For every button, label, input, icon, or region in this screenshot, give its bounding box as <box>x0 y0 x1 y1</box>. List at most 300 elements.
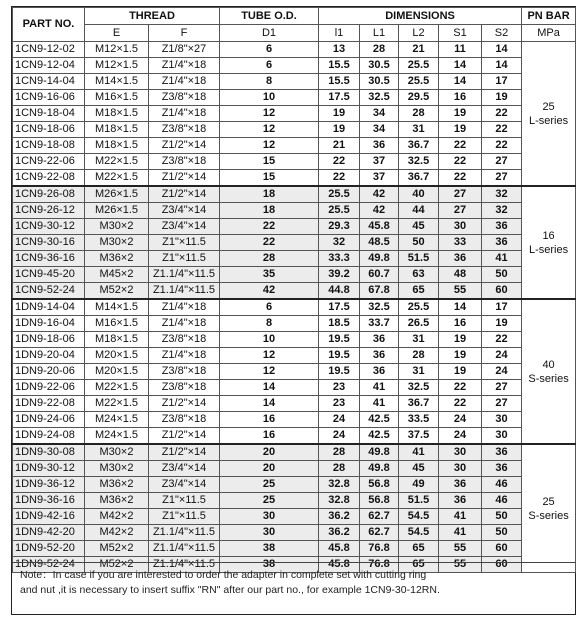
header-thread-f: F <box>149 25 220 42</box>
cell-dim-s2: 14 <box>482 58 522 74</box>
header-tube-od: TUBE O.D. <box>220 8 319 25</box>
cell-dim-l2: 37.5 <box>399 428 439 445</box>
cell-thread-f: Z3/8"×18 <box>149 122 220 138</box>
cell-dim-l1-small: 15.5 <box>319 74 360 90</box>
cell-dim-l1-large: 34 <box>360 106 399 122</box>
cell-dim-s1: 14 <box>439 74 482 90</box>
cell-thread-f: Z1/4"×18 <box>149 74 220 90</box>
header-thread-e: E <box>85 25 149 42</box>
cell-thread-e: M18×1.5 <box>85 138 149 154</box>
cell-thread-f: Z3/4"×14 <box>149 461 220 477</box>
header-l1-small: l1 <box>319 25 360 42</box>
cell-thread-e: M18×1.5 <box>85 106 149 122</box>
cell-tube-d1: 8 <box>220 316 319 332</box>
cell-thread-f: Z1/2"×14 <box>149 138 220 154</box>
pressure-series-cell <box>522 186 576 299</box>
cell-dim-l2: 51.5 <box>399 251 439 267</box>
cell-thread-e: M52×2 <box>85 557 149 573</box>
cell-dim-l1-small: 19.5 <box>319 332 360 348</box>
cell-tube-d1: 20 <box>220 444 319 461</box>
cell-dim-s1: 19 <box>439 106 482 122</box>
cell-dim-l1-small: 17.5 <box>319 299 360 316</box>
header-d1: D1 <box>220 25 319 42</box>
cell-thread-f: Z1"×11.5 <box>149 509 220 525</box>
cell-dim-s2: 27 <box>482 396 522 412</box>
cell-thread-e: M16×1.5 <box>85 90 149 106</box>
cell-dim-l1-large: 41 <box>360 396 399 412</box>
pressure-value: 25 <box>542 495 555 508</box>
cell-dim-l2: 31 <box>399 122 439 138</box>
cell-dim-l1-large: 62.7 <box>360 525 399 541</box>
table-row <box>13 203 576 219</box>
cell-thread-f: Z1.1/4"×11.5 <box>149 283 220 300</box>
cell-dim-s1: 14 <box>439 58 482 74</box>
cell-part-no: 1CN9-22-08 <box>13 170 85 187</box>
cell-dim-s1: 55 <box>439 283 482 300</box>
cell-tube-d1: 15 <box>220 154 319 170</box>
cell-tube-d1: 30 <box>220 509 319 525</box>
cell-thread-f: Z1/8"×27 <box>149 42 220 58</box>
cell-dim-l1-large: 60.7 <box>360 267 399 283</box>
series-label: S-series <box>528 509 569 522</box>
cell-dim-l2: 45 <box>399 219 439 235</box>
cell-dim-l1-small: 25.5 <box>319 203 360 219</box>
cell-dim-s1: 14 <box>439 299 482 316</box>
cell-dim-l1-large: 48.5 <box>360 235 399 251</box>
cell-dim-l1-small: 19.5 <box>319 364 360 380</box>
header-l1-large: L1 <box>360 25 399 42</box>
cell-part-no: 1DN9-30-12 <box>13 461 85 477</box>
cell-dim-s2: 22 <box>482 106 522 122</box>
cell-thread-f: Z1/2"×14 <box>149 396 220 412</box>
header-part-no: PART NO. <box>13 8 85 42</box>
cell-part-no: 1DN9-20-06 <box>13 364 85 380</box>
table-row <box>13 42 576 58</box>
cell-dim-l1-large: 56.8 <box>360 493 399 509</box>
cell-thread-f: Z1"×11.5 <box>149 251 220 267</box>
cell-dim-l1-large: 76.8 <box>360 557 399 573</box>
cell-dim-s2: 36 <box>482 219 522 235</box>
cell-dim-l1-large: 37 <box>360 154 399 170</box>
cell-dim-s1: 16 <box>439 316 482 332</box>
table-row <box>13 235 576 251</box>
table-row <box>13 428 576 445</box>
cell-thread-e: M18×1.5 <box>85 122 149 138</box>
cell-dim-s1: 48 <box>439 267 482 283</box>
pressure-value: 25 <box>542 100 555 113</box>
note-line-1: Note：In case if you are interested to order the adapter in complete set with cutting ring <box>20 569 427 581</box>
cell-dim-s2: 24 <box>482 348 522 364</box>
cell-dim-l1-small: 32.8 <box>319 493 360 509</box>
cell-thread-e: M22×1.5 <box>85 170 149 187</box>
cell-tube-d1: 6 <box>220 58 319 74</box>
cell-thread-e: M16×1.5 <box>85 316 149 332</box>
table-row <box>13 138 576 154</box>
cell-thread-e: M14×1.5 <box>85 299 149 316</box>
cell-tube-d1: 42 <box>220 283 319 300</box>
cell-tube-d1: 12 <box>220 122 319 138</box>
cell-dim-s1: 30 <box>439 219 482 235</box>
cell-dim-l1-small: 33.3 <box>319 251 360 267</box>
cell-dim-l2: 29.5 <box>399 90 439 106</box>
cell-tube-d1: 22 <box>220 235 319 251</box>
cell-tube-d1: 16 <box>220 428 319 445</box>
cell-dim-l1-large: 76.8 <box>360 541 399 557</box>
cell-dim-l1-large: 33.7 <box>360 316 399 332</box>
cell-part-no: 1CN9-22-06 <box>13 154 85 170</box>
cell-thread-e: M22×1.5 <box>85 380 149 396</box>
cell-tube-d1: 38 <box>220 541 319 557</box>
cell-dim-l1-large: 36 <box>360 348 399 364</box>
cell-tube-d1: 10 <box>220 90 319 106</box>
cell-dim-l1-small: 24 <box>319 428 360 445</box>
table-row <box>13 251 576 267</box>
cell-tube-d1: 38 <box>220 557 319 573</box>
table-row <box>13 380 576 396</box>
cell-dim-s2: 14 <box>482 42 522 58</box>
cell-dim-l1-small: 21 <box>319 138 360 154</box>
table-row <box>13 541 576 557</box>
cell-dim-s1: 22 <box>439 380 482 396</box>
cell-dim-l1-small: 17.5 <box>319 90 360 106</box>
cell-part-no: 1CN9-14-04 <box>13 74 85 90</box>
cell-thread-e: M20×1.5 <box>85 364 149 380</box>
cell-thread-f: Z1"×11.5 <box>149 493 220 509</box>
cell-part-no: 1CN9-26-08 <box>13 186 85 203</box>
cell-thread-e: M26×1.5 <box>85 186 149 203</box>
cell-dim-l2: 36.7 <box>399 396 439 412</box>
cell-dim-l1-large: 49.8 <box>360 251 399 267</box>
pressure-value: 16 <box>542 229 555 242</box>
cell-thread-f: Z1.1/4"×11.5 <box>149 541 220 557</box>
cell-dim-s2: 22 <box>482 138 522 154</box>
cell-part-no: 1DN9-52-24 <box>13 557 85 573</box>
cell-dim-l1-small: 25.5 <box>319 186 360 203</box>
header-l2: L2 <box>399 25 439 42</box>
table-row <box>13 283 576 300</box>
cell-dim-s2: 36 <box>482 444 522 461</box>
cell-thread-f: Z3/8"×18 <box>149 380 220 396</box>
cell-dim-l2: 25.5 <box>399 58 439 74</box>
note <box>20 568 572 598</box>
cell-part-no: 1DN9-16-04 <box>13 316 85 332</box>
cell-dim-s1: 30 <box>439 461 482 477</box>
cell-tube-d1: 12 <box>220 364 319 380</box>
cell-dim-l1-large: 34 <box>360 122 399 138</box>
cell-thread-e: M42×2 <box>85 509 149 525</box>
cell-dim-l1-small: 15.5 <box>319 58 360 74</box>
table-row <box>13 461 576 477</box>
cell-dim-l2: 31 <box>399 364 439 380</box>
cell-thread-f: Z3/8"×18 <box>149 154 220 170</box>
cell-part-no: 1CN9-18-08 <box>13 138 85 154</box>
cell-dim-l1-large: 37 <box>360 170 399 187</box>
cell-thread-f: Z3/4"×14 <box>149 203 220 219</box>
table-row <box>13 396 576 412</box>
cell-dim-l2: 28 <box>399 106 439 122</box>
cell-dim-s1: 27 <box>439 203 482 219</box>
cell-dim-s2: 50 <box>482 509 522 525</box>
cell-dim-l1-small: 45.8 <box>319 541 360 557</box>
cell-dim-l1-large: 36 <box>360 138 399 154</box>
cell-part-no: 1CN9-30-12 <box>13 219 85 235</box>
cell-dim-l2: 45 <box>399 461 439 477</box>
cell-dim-l1-large: 67.8 <box>360 283 399 300</box>
table-row <box>13 316 576 332</box>
cell-part-no: 1CN9-18-06 <box>13 122 85 138</box>
cell-dim-l1-small: 13 <box>319 42 360 58</box>
cell-dim-s2: 46 <box>482 477 522 493</box>
cell-part-no: 1CN9-52-24 <box>13 283 85 300</box>
table-body <box>13 42 576 573</box>
cell-dim-l2: 36.7 <box>399 170 439 187</box>
cell-dim-l1-small: 22 <box>319 170 360 187</box>
cell-part-no: 1DN9-30-08 <box>13 444 85 461</box>
cell-dim-s1: 11 <box>439 42 482 58</box>
cell-part-no: 1DN9-14-04 <box>13 299 85 316</box>
cell-dim-l1-small: 23 <box>319 380 360 396</box>
cell-dim-l1-small: 44.8 <box>319 283 360 300</box>
cell-dim-l1-large: 36 <box>360 364 399 380</box>
cell-thread-f: Z3/4"×14 <box>149 219 220 235</box>
cell-dim-l2: 32.5 <box>399 154 439 170</box>
table-row <box>13 219 576 235</box>
cell-dim-s2: 60 <box>482 557 522 573</box>
series-label: L-series <box>529 243 569 256</box>
cell-dim-l1-large: 30.5 <box>360 74 399 90</box>
cell-dim-s1: 41 <box>439 509 482 525</box>
table-row <box>13 412 576 428</box>
table-row <box>13 90 576 106</box>
cell-dim-l2: 49 <box>399 477 439 493</box>
cell-dim-l2: 25.5 <box>399 74 439 90</box>
cell-dim-s1: 22 <box>439 396 482 412</box>
cell-part-no: 1DN9-22-06 <box>13 380 85 396</box>
cell-dim-l1-large: 49.8 <box>360 461 399 477</box>
cell-thread-e: M36×2 <box>85 477 149 493</box>
cell-dim-l1-small: 18.5 <box>319 316 360 332</box>
cell-dim-l1-small: 32.8 <box>319 477 360 493</box>
cell-thread-f: Z1.1/4"×11.5 <box>149 557 220 573</box>
cell-tube-d1: 8 <box>220 74 319 90</box>
cell-tube-d1: 30 <box>220 525 319 541</box>
cell-dim-l2: 44 <box>399 203 439 219</box>
cell-dim-s2: 17 <box>482 299 522 316</box>
pressure-series-cell <box>522 42 576 187</box>
cell-dim-s1: 24 <box>439 412 482 428</box>
cell-dim-s2: 30 <box>482 412 522 428</box>
cell-part-no: 1CN9-12-02 <box>13 42 85 58</box>
cell-dim-s1: 55 <box>439 541 482 557</box>
cell-dim-s1: 55 <box>439 557 482 573</box>
cell-dim-s2: 32 <box>482 203 522 219</box>
pressure-value: 40 <box>542 358 555 371</box>
cell-thread-f: Z1/4"×18 <box>149 348 220 364</box>
cell-thread-e: M30×2 <box>85 461 149 477</box>
cell-tube-d1: 22 <box>220 219 319 235</box>
cell-dim-s1: 19 <box>439 364 482 380</box>
cell-thread-f: Z3/8"×18 <box>149 412 220 428</box>
cell-thread-e: M30×2 <box>85 235 149 251</box>
cell-part-no: 1CN9-16-06 <box>13 90 85 106</box>
cell-thread-e: M12×1.5 <box>85 42 149 58</box>
cell-dim-l1-small: 32 <box>319 235 360 251</box>
cell-thread-e: M36×2 <box>85 251 149 267</box>
cell-thread-e: M52×2 <box>85 283 149 300</box>
cell-dim-s2: 24 <box>482 364 522 380</box>
cell-dim-l2: 33.5 <box>399 412 439 428</box>
cell-thread-f: Z1/2"×14 <box>149 186 220 203</box>
cell-dim-l1-small: 36.2 <box>319 509 360 525</box>
cell-dim-s2: 22 <box>482 122 522 138</box>
cell-part-no: 1DN9-20-04 <box>13 348 85 364</box>
table-row <box>13 348 576 364</box>
cell-dim-s1: 36 <box>439 493 482 509</box>
table-row <box>13 525 576 541</box>
cell-thread-e: M18×1.5 <box>85 332 149 348</box>
cell-part-no: 1CN9-45-20 <box>13 267 85 283</box>
cell-thread-e: M24×1.5 <box>85 428 149 445</box>
cell-dim-l1-large: 42.5 <box>360 428 399 445</box>
cell-tube-d1: 10 <box>220 332 319 348</box>
cell-dim-s2: 27 <box>482 170 522 187</box>
cell-tube-d1: 6 <box>220 42 319 58</box>
cell-dim-s1: 36 <box>439 251 482 267</box>
series-label: S-series <box>528 372 569 385</box>
cell-dim-s2: 36 <box>482 235 522 251</box>
cell-thread-e: M42×2 <box>85 525 149 541</box>
cell-dim-s1: 22 <box>439 154 482 170</box>
cell-dim-l1-small: 28 <box>319 444 360 461</box>
cell-dim-l2: 65 <box>399 557 439 573</box>
cell-tube-d1: 18 <box>220 186 319 203</box>
cell-tube-d1: 35 <box>220 267 319 283</box>
cell-tube-d1: 15 <box>220 170 319 187</box>
cell-dim-s1: 36 <box>439 477 482 493</box>
cell-dim-s1: 16 <box>439 90 482 106</box>
cell-thread-f: Z1.1/4"×11.5 <box>149 267 220 283</box>
cell-dim-l2: 51.5 <box>399 493 439 509</box>
cell-thread-f: Z1/2"×14 <box>149 170 220 187</box>
table-row <box>13 170 576 187</box>
cell-dim-l2: 28 <box>399 348 439 364</box>
cell-dim-s2: 50 <box>482 525 522 541</box>
cell-dim-l1-large: 42 <box>360 186 399 203</box>
cell-dim-l2: 32.5 <box>399 380 439 396</box>
cell-thread-f: Z1"×11.5 <box>149 235 220 251</box>
cell-dim-s1: 24 <box>439 428 482 445</box>
cell-dim-l1-small: 19 <box>319 106 360 122</box>
cell-dim-l1-large: 62.7 <box>360 509 399 525</box>
cell-tube-d1: 6 <box>220 299 319 316</box>
cell-dim-l2: 21 <box>399 42 439 58</box>
table-row <box>13 477 576 493</box>
cell-thread-f: Z1/4"×18 <box>149 58 220 74</box>
cell-tube-d1: 12 <box>220 348 319 364</box>
cell-thread-e: M20×1.5 <box>85 348 149 364</box>
header-dimensions: DIMENSIONS <box>319 8 522 25</box>
cell-dim-s1: 22 <box>439 138 482 154</box>
cell-thread-f: Z1.1/4"×11.5 <box>149 525 220 541</box>
cell-tube-d1: 14 <box>220 396 319 412</box>
cell-thread-f: Z1/4"×18 <box>149 106 220 122</box>
cell-tube-d1: 16 <box>220 412 319 428</box>
header-s2: S2 <box>482 25 522 42</box>
cell-thread-e: M24×1.5 <box>85 412 149 428</box>
cell-dim-s1: 33 <box>439 235 482 251</box>
cell-thread-e: M22×1.5 <box>85 396 149 412</box>
cell-tube-d1: 25 <box>220 477 319 493</box>
cell-part-no: 1DN9-18-06 <box>13 332 85 348</box>
cell-dim-s2: 60 <box>482 283 522 300</box>
cell-tube-d1: 18 <box>220 203 319 219</box>
cell-dim-s2: 36 <box>482 461 522 477</box>
cell-dim-s2: 27 <box>482 154 522 170</box>
cell-part-no: 1DN9-24-06 <box>13 412 85 428</box>
cell-dim-l1-small: 22 <box>319 154 360 170</box>
cell-thread-f: Z3/8"×18 <box>149 332 220 348</box>
cell-dim-s1: 41 <box>439 525 482 541</box>
dimensions-table <box>12 7 576 573</box>
header-mpa: MPa <box>522 25 576 42</box>
table-row <box>13 106 576 122</box>
cell-thread-f: Z1/4"×18 <box>149 299 220 316</box>
cell-thread-f: Z3/4"×14 <box>149 477 220 493</box>
cell-tube-d1: 28 <box>220 251 319 267</box>
cell-part-no: 1DN9-42-16 <box>13 509 85 525</box>
note-line-2: and nut ,it is necessary to insert suffix "RN" after our part no., for example 1CN9-30-12RN. <box>20 584 440 596</box>
cell-part-no: 1DN9-42-20 <box>13 525 85 541</box>
cell-dim-l1-large: 42 <box>360 203 399 219</box>
cell-thread-e: M26×1.5 <box>85 203 149 219</box>
table-row <box>13 186 576 203</box>
cell-dim-l1-small: 36.2 <box>319 525 360 541</box>
table-row <box>13 267 576 283</box>
table-row <box>13 332 576 348</box>
cell-dim-s2: 27 <box>482 380 522 396</box>
cell-thread-e: M30×2 <box>85 444 149 461</box>
pressure-series-cell <box>522 299 576 444</box>
cell-part-no: 1DN9-36-12 <box>13 477 85 493</box>
table-row <box>13 58 576 74</box>
cell-thread-e: M30×2 <box>85 219 149 235</box>
cell-dim-l2: 40 <box>399 186 439 203</box>
cell-dim-s2: 19 <box>482 90 522 106</box>
cell-dim-s1: 27 <box>439 186 482 203</box>
cell-part-no: 1CN9-12-04 <box>13 58 85 74</box>
cell-dim-s2: 32 <box>482 186 522 203</box>
cell-dim-l2: 54.5 <box>399 525 439 541</box>
cell-tube-d1: 20 <box>220 461 319 477</box>
cell-part-no: 1CN9-26-12 <box>13 203 85 219</box>
cell-part-no: 1DN9-24-08 <box>13 428 85 445</box>
cell-dim-s2: 30 <box>482 428 522 445</box>
cell-dim-l1-small: 19 <box>319 122 360 138</box>
cell-dim-l2: 65 <box>399 283 439 300</box>
table-row <box>13 509 576 525</box>
cell-thread-f: Z1/2"×14 <box>149 428 220 445</box>
cell-dim-l2: 63 <box>399 267 439 283</box>
cell-thread-e: M22×1.5 <box>85 154 149 170</box>
cell-part-no: 1DN9-36-16 <box>13 493 85 509</box>
cell-dim-l1-small: 23 <box>319 396 360 412</box>
cell-dim-l2: 50 <box>399 235 439 251</box>
cell-tube-d1: 25 <box>220 493 319 509</box>
cell-dim-s1: 19 <box>439 348 482 364</box>
cell-dim-l1-small: 24 <box>319 412 360 428</box>
cell-dim-l1-small: 19.5 <box>319 348 360 364</box>
cell-dim-s2: 17 <box>482 74 522 90</box>
